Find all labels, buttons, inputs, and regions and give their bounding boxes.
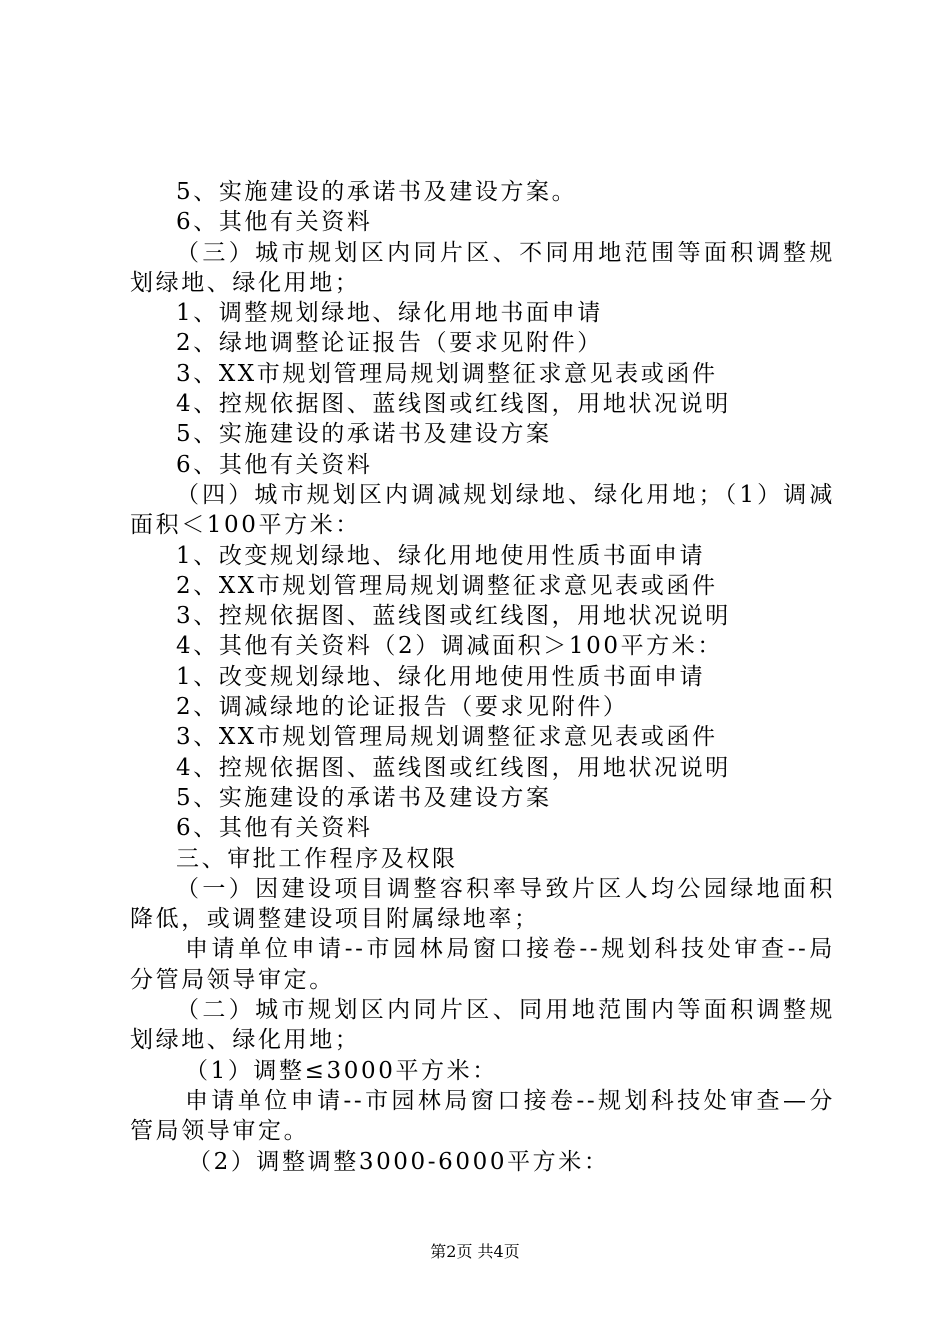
text-line: 1、改变规划绿地、绿化用地使用性质书面申请: [176, 663, 706, 690]
section-heading-line: （四）城市规划区内调减规划绿地、绿化用地；（1）调减: [176, 481, 835, 508]
text-line: 3、XX市规划管理局规划调整征求意见表或函件: [176, 360, 718, 387]
text-line: （2）调整调整3000-6000平方米：: [188, 1148, 610, 1175]
text-line: 划绿地、绿化用地；: [130, 269, 361, 296]
text-line: 1、改变规划绿地、绿化用地使用性质书面申请: [176, 542, 706, 569]
text-line: 管局领导审定。: [130, 1118, 310, 1145]
text-line: 5、实施建设的承诺书及建设方案。: [176, 179, 578, 205]
text-line: 6、其他有关资料: [176, 209, 373, 236]
text-line: 4、控规依据图、蓝线图或红线图，用地状况说明: [176, 754, 731, 781]
text-line: 降低，或调整建设项目附属绿地率；: [130, 906, 540, 933]
page-number-footer: 第2页 共4页: [430, 1242, 520, 1261]
text-line: 划绿地、绿化用地；: [130, 1027, 361, 1054]
section-heading-line: （二）城市规划区内同片区、同用地范围内等面积调整规: [176, 997, 835, 1024]
section-heading-line: （一）因建设项目调整容积率导致片区人均公园绿地面积: [176, 875, 835, 902]
text-line: （1）调整≤3000平方米：: [185, 1057, 498, 1084]
text-line: 1、调整规划绿地、绿化用地书面申请: [176, 300, 603, 327]
text-line: 3、控规依据图、蓝线图或红线图，用地状况说明: [176, 603, 731, 630]
text-line: 分管局领导审定。: [130, 966, 335, 993]
text-line: 申请单位申请--市园林局窗口接卷--规划科技处审查--局: [185, 936, 835, 963]
section-heading-line: 三、审批工作程序及权限: [176, 845, 458, 872]
text-line: 申请单位申请--市园林局窗口接卷--规划科技处审查—分: [185, 1087, 835, 1114]
text-line: 6、其他有关资料: [176, 815, 373, 842]
text-line: 3、XX市规划管理局规划调整征求意见表或函件: [176, 724, 718, 751]
text-line: 2、XX市规划管理局规划调整征求意见表或函件: [176, 572, 718, 599]
document-body: [130, 177, 835, 1177]
section-heading-line: （三）城市规划区内同片区、不同用地范围等面积调整规: [176, 239, 835, 266]
text-line: 2、绿地调整论证报告（要求见附件）: [176, 330, 603, 357]
text-line: 4、控规依据图、蓝线图或红线图，用地状况说明: [176, 391, 731, 418]
text-line: 5、实施建设的承诺书及建设方案: [176, 421, 552, 448]
text-line: 5、实施建设的承诺书及建设方案: [176, 784, 552, 811]
text-line: 面积＜100平方米：: [130, 512, 361, 539]
text-line: 4、其他有关资料（2）调减面积＞100平方米：: [176, 633, 723, 660]
text-line: 6、其他有关资料: [176, 451, 373, 478]
text-line: 2、调减绿地的论证报告（要求见附件）: [176, 694, 629, 721]
